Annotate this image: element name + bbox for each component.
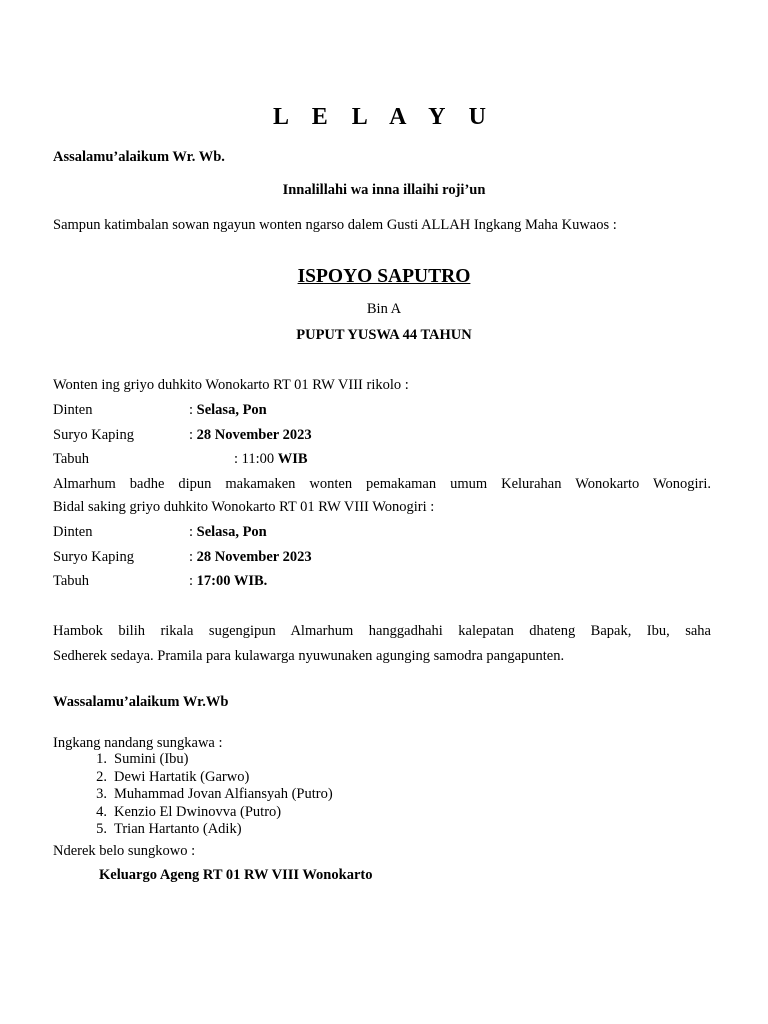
deceased-name: ISPOYO SAPUTRO [297, 266, 471, 287]
list-item [53, 821, 333, 839]
community-signature: Keluargo Ageng RT 01 RW VIII Wonokarto [99, 867, 373, 883]
schedule1-day-label: Dinten [53, 402, 93, 418]
burial-line: Almarhum badhe dipun makamaken wonten pemakaman umum Kelurahan Wonokarto Wonogiri. [53, 476, 711, 492]
schedule2-date-label: Suryo Kaping [53, 549, 134, 565]
list-item-number: 3. [96, 786, 107, 803]
apology-line-2: Sedherek sedaya. Pramila para kulawarga nyuwunaken agunging samodra pangapunten. [53, 648, 565, 664]
schedule1-date-row [189, 427, 312, 444]
list-item-name: Sumini (Ibu) [114, 751, 189, 767]
schedule2-time-value: 17:00 WIB. [196, 573, 268, 589]
home-intro-line: Wonten ing griyo duhkito Wonokarto RT 01 RW VIII rikolo : [53, 377, 409, 393]
deceased-age: PUPUT YUSWA 44 TAHUN [296, 327, 472, 343]
schedule1-date-label: Suryo Kaping [53, 427, 134, 443]
schedule1-time-row [234, 451, 308, 468]
intro-line: Sampun katimbalan sowan ngayun wonten ngarso dalem Gusti ALLAH Ingkang Maha Kuwaos : [53, 217, 617, 233]
list-item-name: Muhammad Jovan Alfiansyah (Putro) [114, 786, 333, 803]
list-item [53, 786, 333, 804]
schedule2-date-colon: : [189, 549, 197, 565]
apology-line-1: Hambok bilih rikala sugengipun Almarhum hanggadhahi kalepatan dhateng Bapak, Ibu, saha [53, 623, 711, 639]
schedule2-day-label: Dinten [53, 524, 93, 540]
innalillahi-line: Innalillahi wa inna illaihi roji’un [282, 182, 486, 198]
list-item-name: Trian Hartanto (Adik) [114, 821, 242, 838]
schedule2-day-value: Selasa, Pon [196, 524, 267, 540]
deceased-bin: Bin A [366, 301, 402, 317]
mourners-list [53, 751, 333, 839]
list-item-name: Dewi Hartatik (Garwo) [114, 768, 250, 785]
condolence-label: Nderek belo sungkowo : [53, 843, 196, 859]
list-item-name: Kenzio El Dwinovva (Putro) [114, 803, 282, 820]
list-item [53, 804, 333, 822]
document-title: L E L A Y U [273, 104, 495, 130]
schedule2-time-row [189, 573, 267, 590]
list-item-number: 1. [96, 751, 107, 767]
list-item-number: 2. [96, 768, 107, 785]
schedule2-date-value: 28 November 2023 [196, 549, 312, 565]
schedule1-date-value: 28 November 2023 [196, 427, 312, 443]
schedule1-date-colon: : [189, 427, 197, 443]
schedule2-day-colon: : [189, 524, 197, 540]
schedule1-time-label: Tabuh [53, 451, 90, 467]
schedule1-time-value: WIB [277, 451, 308, 467]
closing-salutation: Wassalamu’alaikum Wr.Wb [53, 694, 229, 710]
list-item [53, 769, 333, 787]
schedule2-day-row [189, 524, 267, 541]
greeting: Assalamu’alaikum Wr. Wb. [53, 149, 225, 165]
schedule1-day-row [189, 402, 267, 419]
departure-line: Bidal saking griyo duhkito Wonokarto RT 01 RW VIII Wonogiri : [53, 499, 435, 515]
schedule1-day-colon: : [189, 402, 197, 418]
list-item-number: 4. [96, 803, 107, 820]
schedule1-time-colon: : 11:00 [234, 451, 278, 467]
list-item [53, 751, 333, 769]
schedule2-date-row [189, 549, 312, 566]
list-item-number: 5. [96, 821, 107, 838]
schedule1-day-value: Selasa, Pon [196, 402, 267, 418]
schedule2-time-colon: : [189, 573, 197, 589]
schedule2-time-label: Tabuh [53, 573, 90, 589]
mourners-label: Ingkang nandang sungkawa : [53, 735, 223, 751]
